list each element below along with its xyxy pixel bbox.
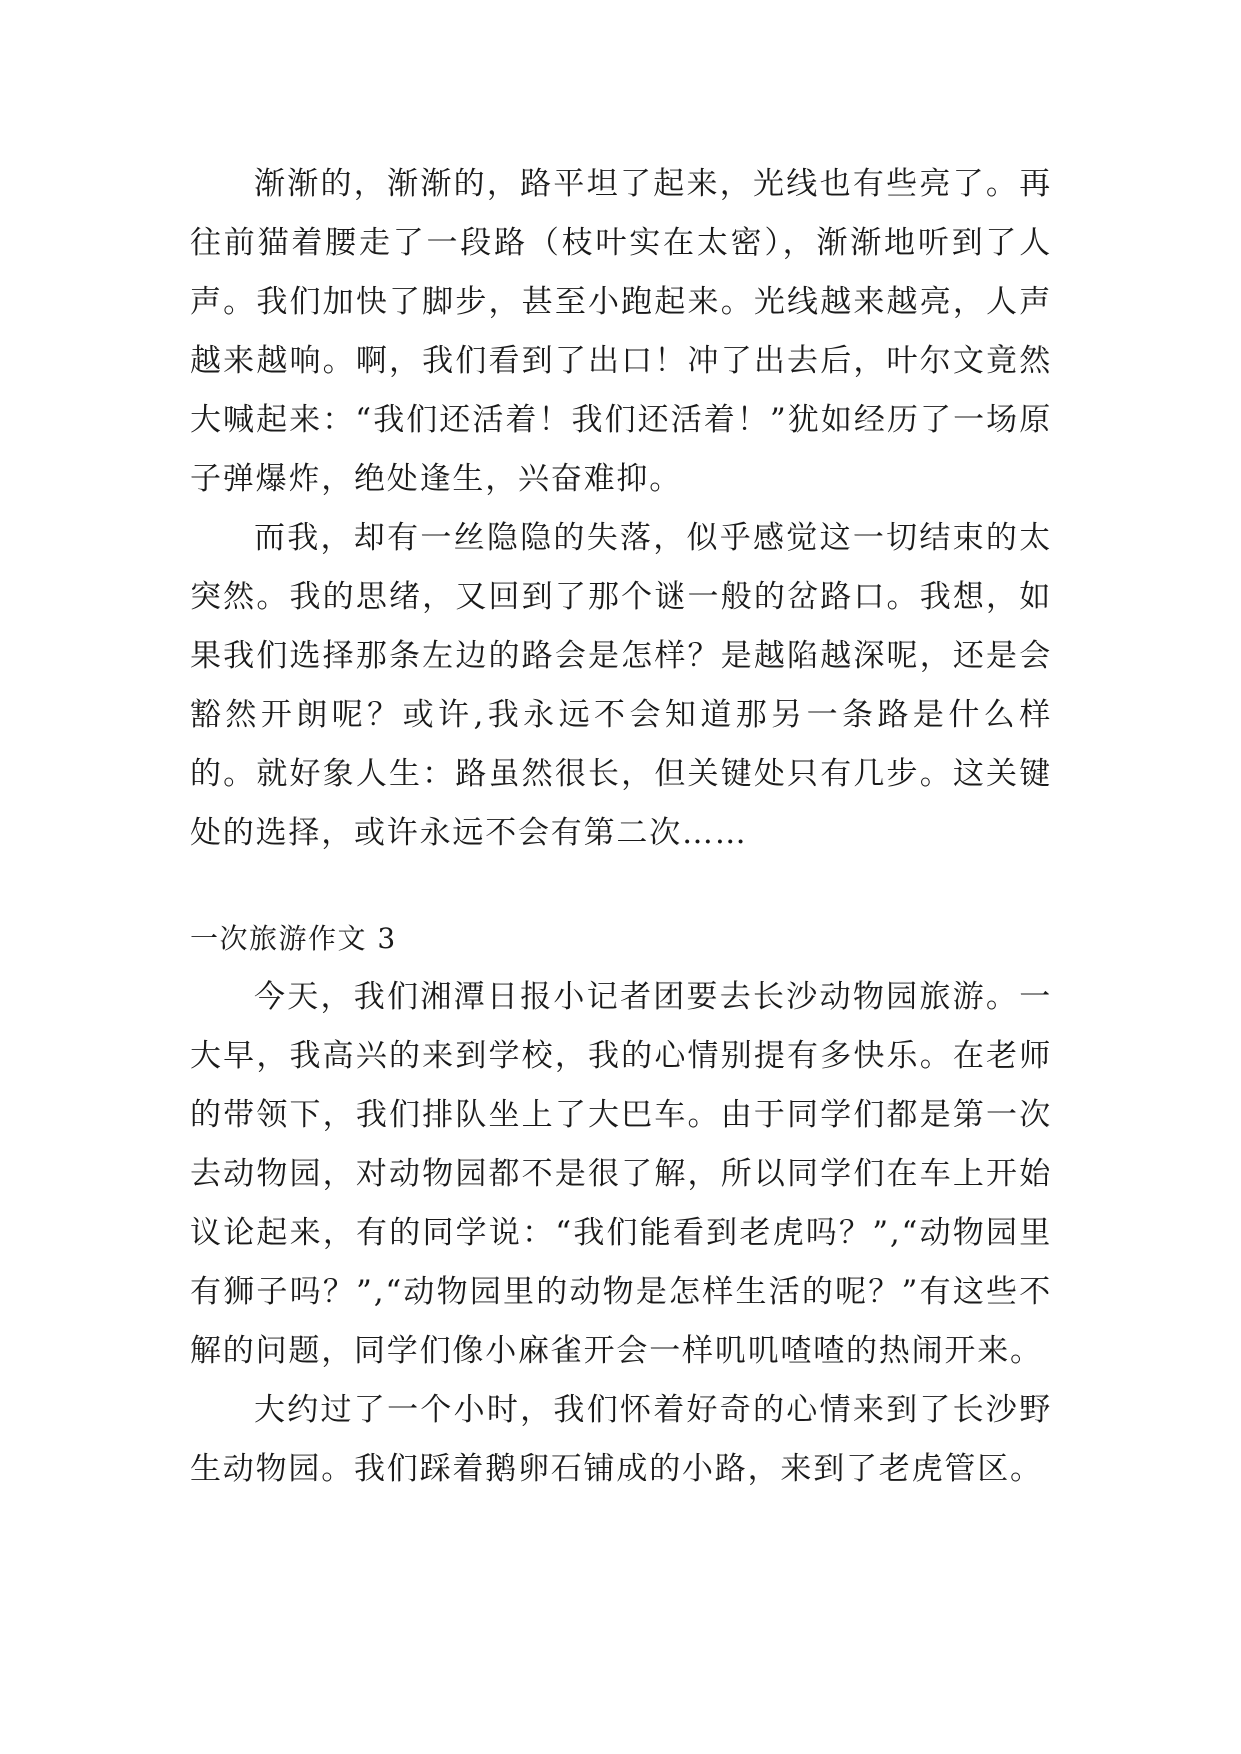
section-title: 一次旅游作文 3 [190, 922, 397, 955]
document-page [190, 155, 1052, 1499]
paragraph-zoo-trip-intro: 今天，我们湘潭日报小记者团要去长沙动物园旅游。一大早，我高兴的来到学校，我的心情别提有多快乐。在老师的带领下，我们排队坐上了大巴车。由于同学们都是第一次去动物园，对动物园都不是很了解，所以同学们在车上开始议论起来，有的同学说：“我们能看到老虎吗？”,“动物园里有狮子吗？”,“动物园里的动物是怎样生活的呢？”有这些不解的问题，同学们像小麻雀开会一样叽叽喳喳的热闹开来。 [190, 979, 1052, 1369]
paragraph-reflection: 而我，却有一丝隐隐的失落，似乎感觉这一切结束的太突然。我的思绪，又回到了那个谜一般的岔路口。我想，如果我们选择那条左边的路会是怎样？是越陷越深呢，还是会豁然开朗呢？或许,我永远不会知道那另一条路是什么样的。就好象人生：路虽然很长，但关键处只有几步。这关键处的选择，或许永远不会有第二次…… [190, 520, 1052, 851]
paragraph-zoo-arrival: 大约过了一个小时，我们怀着好奇的心情来到了长沙野生动物园。我们踩着鹅卵石铺成的小路，来到了老虎管区。 [190, 1392, 1052, 1487]
paragraph-exit-found: 渐渐的，渐渐的，路平坦了起来，光线也有些亮了。再往前猫着腰走了一段路（枝叶实在太密），渐渐地听到了人声。我们加快了脚步，甚至小跑起来。光线越来越亮，人声越来越响。啊，我们看到了出口！冲了出去后，叶尔文竟然大喊起来：“我们还活着！我们还活着！”犹如经历了一场原子弹爆炸，绝处逢生，兴奋难抑。 [190, 166, 1052, 497]
